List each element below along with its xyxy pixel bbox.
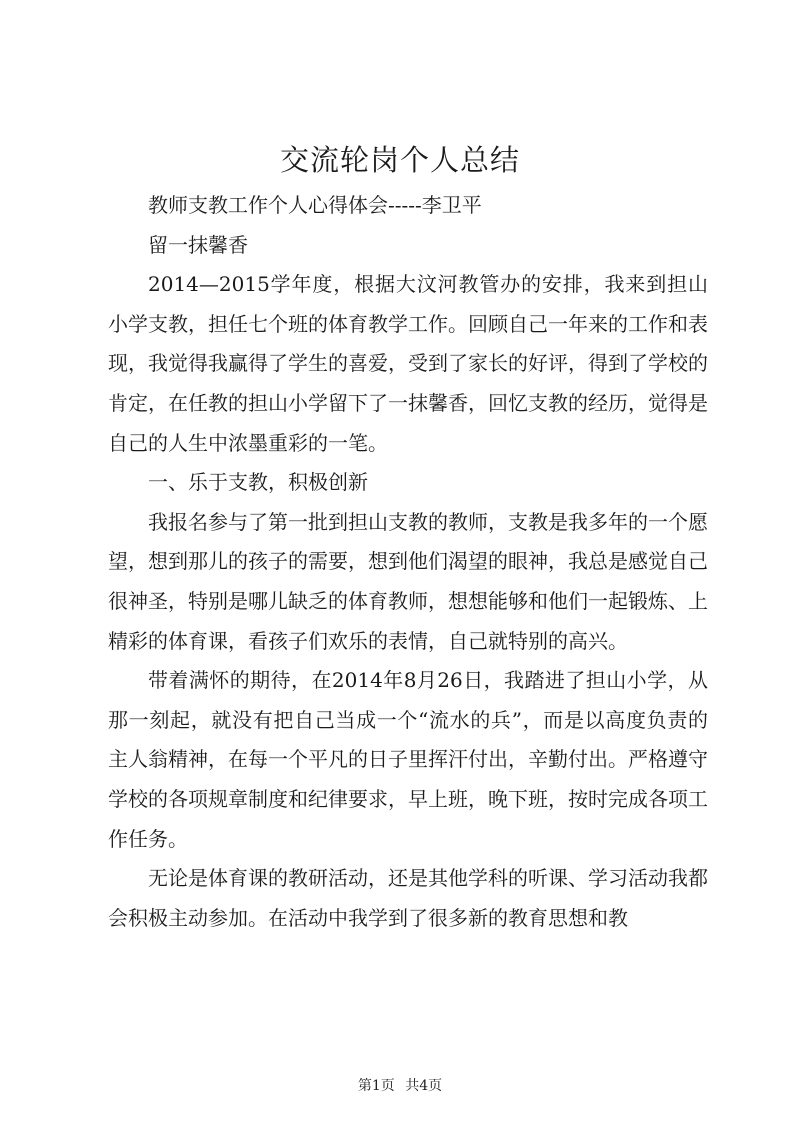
page-number: 第1页 — [357, 1078, 395, 1094]
body-paragraph: 带着满怀的期待，在2014年8月26日，我踏进了担山小学，从那一刻起，就没有把自己当成一个“流水的兵”，而是以高度负责的主人翁精神，在每一个平凡的日子里挥汗付出，辛勤付出。严格遵守学校的各项规章制度和纪律要求，早上班，晚下班，按时完成各项工作任务。 — [108, 668, 708, 851]
page-total: 共4页 — [405, 1078, 443, 1094]
document-body — [108, 186, 708, 938]
page-footer — [0, 1075, 800, 1095]
body-paragraph: 无论是体育课的教研活动，还是其他学科的听课、学习活动我都会积极主动参加。在活动中我学到了很多新的教育思想和教 — [108, 866, 708, 930]
body-paragraph: 我报名参与了第一批到担山支教的教师，支教是我多年的一个愿望，想到那儿的孩子的需要，想到他们渴望的眼神，我总是感觉自己很神圣，特别是哪儿缺乏的体育教师，想想能够和他们一起锻炼、上精彩的体育课，看孩子们欢乐的表情，自己就特别的高兴。 — [108, 509, 708, 653]
section-heading: 一、乐于支教，积极创新 — [148, 470, 368, 495]
body-paragraph: 2014—2015学年度，根据大汶河教管办的安排，我来到担山小学支教，担任七个班的体育教学工作。回顾自己一年来的工作和表现，我觉得我赢得了学生的喜爱，受到了家长的好评，得到了学校的肯定，在任教的担山小学留下了一抹馨香，回忆支教的经历，觉得是自己的人生中浓墨重彩的一笔。 — [108, 272, 708, 455]
section-heading: 留一抹馨香 — [148, 232, 248, 257]
subtitle-paragraph: 教师支教工作个人心得体会-----李卫平 — [148, 193, 482, 217]
document-title: 交流轮岗个人总结 — [279, 143, 520, 177]
